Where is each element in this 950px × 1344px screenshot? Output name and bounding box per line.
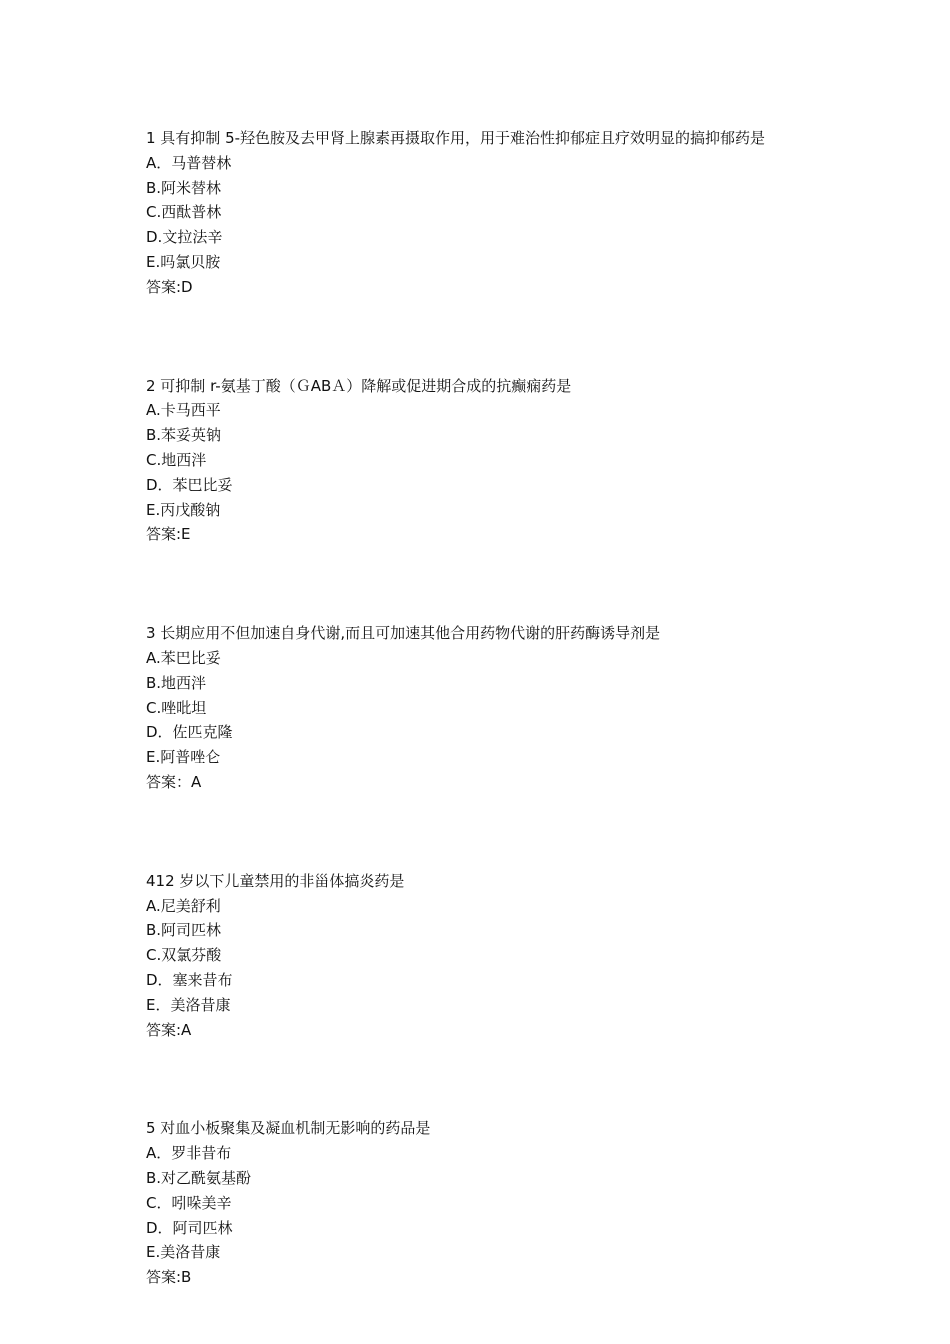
- option-b: B.地西泮: [146, 673, 207, 692]
- answer: 答案:E: [146, 525, 191, 544]
- option-e: E.美洛昔康: [146, 1243, 221, 1262]
- option-d: D.文拉法辛: [146, 228, 223, 247]
- spacer: [146, 1042, 816, 1116]
- option-b: B.阿米替林: [146, 178, 222, 197]
- option-d: D．塞来昔布: [146, 970, 233, 989]
- option-d: D．苯巴比妥: [146, 475, 233, 494]
- option-e: E.丙戊酸钠: [146, 500, 221, 519]
- document-body: [146, 126, 816, 1290]
- spacer: [146, 795, 816, 869]
- question-2: [146, 374, 816, 548]
- question-stem: 3 长期应用不但加速自身代谢,而且可加速其他合用药物代谢的肝药酶诱导剂是: [146, 624, 661, 643]
- option-a: A.苯巴比妥: [146, 648, 221, 667]
- question-stem: 5 对血小板聚集及凝血机制无影响的药品是: [146, 1119, 431, 1138]
- question-stem: 2 可抑制 r-氨基丁酸（ＧABＡ）降解或促进期合成的抗癫痫药是: [146, 376, 572, 395]
- question-3: [146, 621, 816, 795]
- option-e: E.阿普唑仑: [146, 748, 221, 767]
- question-4: [146, 869, 816, 1043]
- question-stem: 1 具有抑制 5-羟色胺及去甲肾上腺素再摄取作用，用于难治性抑郁症且疗效明显的搞抑郁药是: [146, 129, 766, 147]
- answer: 答案:D: [146, 277, 193, 296]
- option-e: E．美洛昔康: [146, 995, 231, 1014]
- option-c: C.西酞普林: [146, 203, 222, 222]
- option-b: B.苯妥英钠: [146, 426, 222, 445]
- option-b: B.阿司匹林: [146, 921, 222, 940]
- option-a: A．罗非昔布: [146, 1144, 232, 1163]
- option-a: A.尼美舒利: [146, 896, 221, 915]
- option-b: B.对乙酰氨基酚: [146, 1168, 252, 1187]
- option-d: D．阿司匹林: [146, 1218, 233, 1237]
- option-a: A．马普替林: [146, 153, 232, 172]
- answer: 答案:B: [146, 1268, 192, 1287]
- option-e: E.吗氯贝胺: [146, 252, 221, 271]
- question-stem: 412 岁以下儿童禁用的非甾体搞炎药是: [146, 871, 405, 890]
- option-a: A.卡马西平: [146, 401, 221, 420]
- option-c: C．吲哚美辛: [146, 1193, 232, 1212]
- option-c: C.地西泮: [146, 450, 207, 469]
- question-1: [146, 126, 816, 300]
- option-c: C.双氯芬酸: [146, 946, 222, 965]
- answer: 答案:A: [146, 1020, 192, 1039]
- option-d: D．佐匹克隆: [146, 723, 233, 742]
- spacer: [146, 300, 816, 374]
- question-5: [146, 1116, 816, 1290]
- answer: 答案：A: [146, 772, 202, 791]
- spacer: [146, 547, 816, 621]
- option-c: C.唑吡坦: [146, 698, 207, 717]
